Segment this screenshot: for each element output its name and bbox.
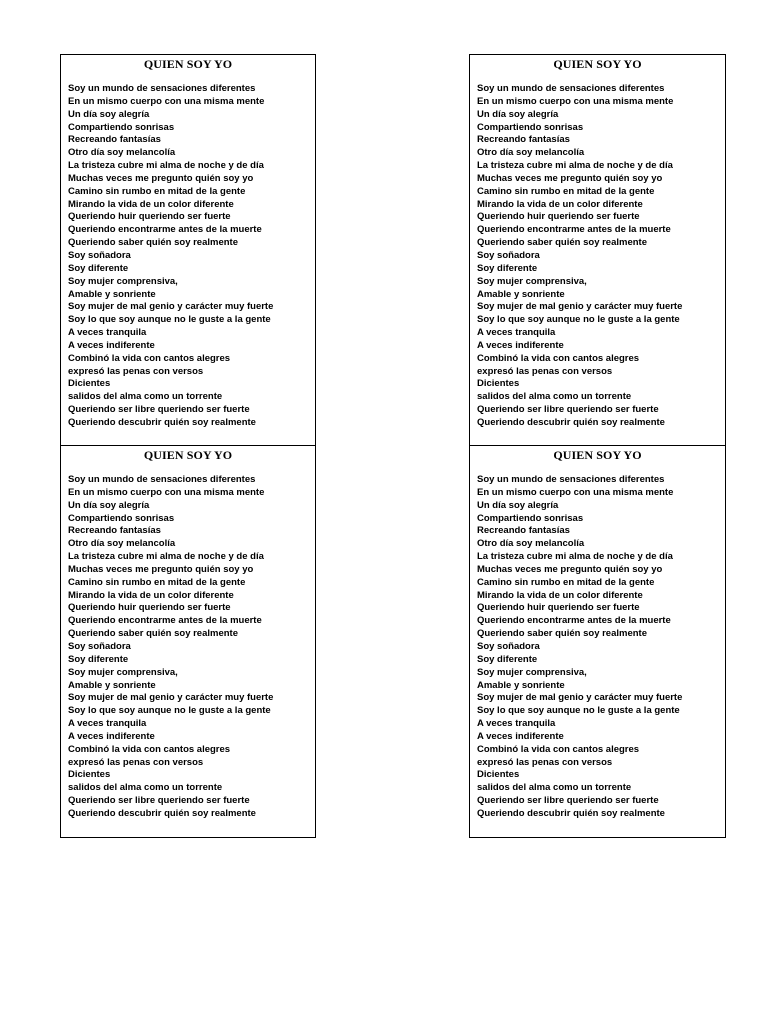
poem-line: Otro día soy melancolía (477, 147, 585, 159)
poem-line: Soy un mundo de sensaciones diferentes (477, 474, 665, 485)
poem-line: A veces indiferente (68, 730, 155, 742)
poem-line: Dicientes (68, 769, 111, 781)
poem-line: Soy mujer comprensiva, (477, 275, 587, 287)
poem-line: Mirando la vida de un color diferente (68, 589, 234, 601)
poem-line: A veces tranquila (477, 327, 556, 339)
poem-line: Muchas veces me pregunto quién soy yo (68, 172, 254, 184)
poem-line: En un mismo cuerpo con una misma mente (68, 486, 265, 498)
poem-line: Soy lo que soy aunque no le guste a la gente (477, 314, 680, 326)
poem-line: expresó las penas con versos (68, 756, 204, 768)
poem-line: Amable y sonriente (68, 679, 156, 691)
poem-line: Queriendo huir queriendo ser fuerte (68, 211, 231, 223)
poem-line: Combinó la vida con cantos alegres (68, 352, 231, 364)
poem-line: Soy soñadora (477, 249, 540, 261)
poem-line: Recreando fantasías (477, 134, 570, 146)
poem-line: La tristeza cubre mi alma de noche y de día (68, 551, 264, 563)
poem-line: Soy soñadora (477, 640, 540, 652)
poem-line: Queriendo descubrir quién soy realmente (68, 416, 256, 428)
poem-line: A veces tranquila (68, 327, 147, 339)
poem-line: expresó las penas con versos (477, 756, 613, 768)
poem-line: Combinó la vida con cantos alegres (477, 743, 640, 755)
poem-line: Compartiendo sonrisas (68, 512, 175, 524)
poem-line: La tristeza cubre mi alma de noche y de día (477, 160, 673, 172)
poem-line: Dicientes (477, 769, 520, 781)
poem-line: Compartiendo sonrisas (477, 121, 584, 133)
poem-line: Recreando fantasías (68, 525, 161, 537)
poem-line: Queriendo saber quién soy realmente (477, 628, 647, 640)
poem-line: Compartiendo sonrisas (68, 121, 175, 133)
poem-line: Soy mujer de mal genio y carácter muy fuerte (477, 301, 683, 313)
poem-title: QUIEN SOY YO (553, 57, 642, 71)
poem-line: Amable y sonriente (477, 679, 565, 691)
poem-line: Queriendo ser libre queriendo ser fuerte (68, 404, 250, 416)
poem-line: salidos del alma como un torrente (68, 391, 223, 403)
poem-line: Soy diferente (477, 653, 538, 665)
poem-line: Soy mujer comprensiva, (68, 666, 178, 678)
poem-line: Camino sin rumbo en mitad de la gente (68, 576, 246, 588)
poem-line: Un día soy alegría (68, 499, 150, 511)
poem-line: Un día soy alegría (477, 499, 559, 511)
poem-line: Queriendo huir queriendo ser fuerte (477, 602, 640, 614)
poem-title: QUIEN SOY YO (143, 57, 233, 71)
poem-line: Queriendo encontrarme antes de la muerte (68, 615, 262, 627)
poem-line: Mirando la vida de un color diferente (68, 198, 234, 210)
poem-line: Recreando fantasías (68, 134, 161, 146)
poem-lines (68, 474, 273, 821)
poem-line: Queriendo descubrir quién soy realmente (68, 807, 256, 819)
poem-line: Queriendo saber quién soy realmente (68, 237, 238, 249)
poem-line: Queriendo encontrarme antes de la muerte (477, 615, 671, 627)
poem-line: Recreando fantasías (477, 525, 570, 537)
poem-line: La tristeza cubre mi alma de noche y de día (477, 551, 673, 563)
poem-line: Soy lo que soy aunque no le guste a la gente (68, 705, 271, 717)
poem-line: Otro día soy melancolía (68, 538, 176, 550)
poem-line: Muchas veces me pregunto quién soy yo (68, 563, 254, 575)
poem-line: A veces indiferente (477, 339, 564, 351)
poem-line: En un mismo cuerpo con una misma mente (477, 486, 674, 498)
poem-line: Dicientes (477, 378, 520, 390)
poem-line: Combinó la vida con cantos alegres (68, 743, 231, 755)
poem-line: Queriendo huir queriendo ser fuerte (68, 602, 231, 614)
poem-line: Queriendo descubrir quién soy realmente (477, 807, 665, 819)
poem-line: A veces tranquila (68, 718, 147, 730)
poem-line: Queriendo ser libre queriendo ser fuerte (477, 795, 659, 807)
poem-line: expresó las penas con versos (477, 365, 613, 377)
poem-line: Queriendo descubrir quién soy realmente (477, 416, 665, 428)
poem-line: Dicientes (68, 378, 111, 390)
poem-title: QUIEN SOY YO (553, 448, 642, 462)
poem-lines (68, 83, 273, 430)
poem-line: salidos del alma como un torrente (477, 391, 632, 403)
poem-card-bottom-left (60, 445, 316, 838)
poem-line: Soy un mundo de sensaciones diferentes (477, 83, 665, 94)
poem-line: Amable y sonriente (477, 288, 565, 300)
poem-title: QUIEN SOY YO (143, 448, 233, 462)
poem-lines (477, 83, 682, 430)
poem-line: A veces indiferente (68, 339, 155, 351)
poem-line: A veces indiferente (477, 730, 564, 742)
poem-card-top-left (60, 54, 316, 446)
poem-line: Soy diferente (68, 653, 129, 665)
poem-line: expresó las penas con versos (68, 365, 204, 377)
poem-card-top-right (469, 54, 726, 446)
poem-line: Soy diferente (477, 262, 538, 274)
poem-line: Mirando la vida de un color diferente (477, 589, 643, 601)
poem-line: Soy mujer comprensiva, (477, 666, 587, 678)
poem-card-bottom-right (469, 445, 726, 838)
poem-line: Soy un mundo de sensaciones diferentes (68, 474, 256, 485)
poem-line: Soy mujer de mal genio y carácter muy fuerte (477, 692, 683, 704)
poem-line: Otro día soy melancolía (477, 538, 585, 550)
poem-line: Soy mujer de mal genio y carácter muy fuerte (68, 692, 274, 704)
poem-line: Soy soñadora (68, 640, 131, 652)
poem-line: Mirando la vida de un color diferente (477, 198, 643, 210)
poem-line: Amable y sonriente (68, 288, 156, 300)
poem-line: Camino sin rumbo en mitad de la gente (68, 185, 246, 197)
poem-line: Combinó la vida con cantos alegres (477, 352, 640, 364)
poem-line: Soy mujer de mal genio y carácter muy fuerte (68, 301, 274, 313)
poem-line: Un día soy alegría (477, 108, 559, 120)
poem-line: Queriendo ser libre queriendo ser fuerte (68, 795, 250, 807)
poem-line: Queriendo encontrarme antes de la muerte (68, 224, 262, 236)
poem-line: Soy soñadora (68, 249, 131, 261)
poem-line: Soy lo que soy aunque no le guste a la gente (477, 705, 680, 717)
poem-line: Muchas veces me pregunto quién soy yo (477, 563, 663, 575)
poem-line: Soy un mundo de sensaciones diferentes (68, 83, 256, 94)
poem-line: salidos del alma como un torrente (68, 782, 223, 794)
poem-line: Queriendo saber quién soy realmente (68, 628, 238, 640)
poem-line: En un mismo cuerpo con una misma mente (68, 95, 265, 107)
poem-line: Soy lo que soy aunque no le guste a la gente (68, 314, 271, 326)
poem-line: Queriendo ser libre queriendo ser fuerte (477, 404, 659, 416)
poem-line: Camino sin rumbo en mitad de la gente (477, 576, 655, 588)
poem-line: Queriendo encontrarme antes de la muerte (477, 224, 671, 236)
poem-line: La tristeza cubre mi alma de noche y de día (68, 160, 264, 172)
poem-line: Compartiendo sonrisas (477, 512, 584, 524)
poem-line: En un mismo cuerpo con una misma mente (477, 95, 674, 107)
poem-lines (477, 474, 682, 821)
poem-line: Queriendo huir queriendo ser fuerte (477, 211, 640, 223)
poem-line: Camino sin rumbo en mitad de la gente (477, 185, 655, 197)
poem-line: Muchas veces me pregunto quién soy yo (477, 172, 663, 184)
poem-line: Soy mujer comprensiva, (68, 275, 178, 287)
poem-line: Un día soy alegría (68, 108, 150, 120)
poem-line: Queriendo saber quién soy realmente (477, 237, 647, 249)
poem-line: salidos del alma como un torrente (477, 782, 632, 794)
poem-line: A veces tranquila (477, 718, 556, 730)
poem-line: Soy diferente (68, 262, 129, 274)
poem-line: Otro día soy melancolía (68, 147, 176, 159)
